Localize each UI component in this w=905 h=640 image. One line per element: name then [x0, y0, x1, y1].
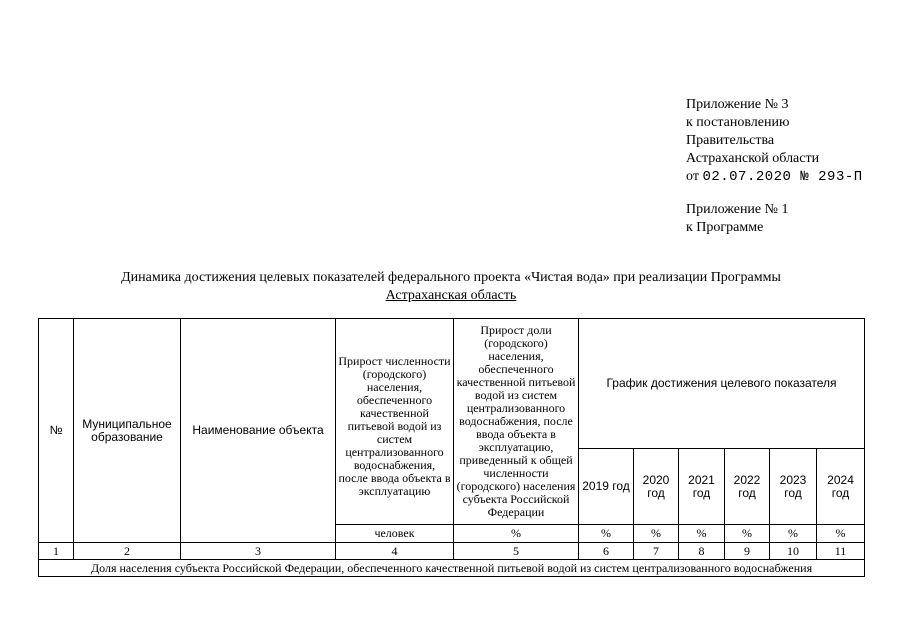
- column-number: 8: [679, 543, 725, 560]
- column-number: 9: [725, 543, 770, 560]
- header-year-2023: 2023 год: [770, 449, 817, 525]
- appendix-3-line: Правительства: [686, 133, 775, 148]
- column-number: 5: [454, 543, 579, 560]
- unit-year-2024: %: [817, 525, 865, 543]
- column-numbers-row: [39, 543, 865, 560]
- appendix-3-date-line: [686, 168, 863, 186]
- date-prefix: от: [686, 169, 699, 184]
- column-number: 2: [74, 543, 181, 560]
- appendix-1-block: [686, 201, 789, 237]
- header-schedule: График достижения целевого показателя: [579, 319, 865, 449]
- appendix-3-block: [686, 96, 863, 186]
- header-year-2019: 2019 год: [579, 449, 634, 525]
- unit-year-2021: %: [679, 525, 725, 543]
- unit-year-2020: %: [634, 525, 679, 543]
- appendix-3-line: к постановлению: [686, 115, 790, 130]
- column-number: 7: [634, 543, 679, 560]
- appendix-1-line: к Программе: [686, 220, 764, 235]
- document-title: Динамика достижения целевых показателей федерального проекта «Чистая вода» при реализации Программы: [121, 270, 781, 285]
- header-population-growth: Прирост численности (городского) населения, обеспеченного качественной питьевой водой из систем централизованного водоснабжения, после ввода объекта в эксплуатацию: [336, 319, 454, 525]
- unit-year-2023: %: [770, 525, 817, 543]
- column-number: 1: [39, 543, 74, 560]
- header-year-2024: 2024 год: [817, 449, 865, 525]
- header-year-2021: 2021 год: [679, 449, 725, 525]
- header-share-growth: Прирост доли (городского) населения, обеспеченного качественной питьевой водой из систем централизованного водоснабжения, после ввода объекта в эксплуатацию, приведенный к общей численности (городского) населения субъекта Российской Федерации: [454, 319, 579, 525]
- header-year-2022: 2022 год: [725, 449, 770, 525]
- appendix-3-line: Астраханской области: [686, 151, 820, 166]
- unit-population: человек: [336, 525, 454, 543]
- section-row: [39, 560, 865, 577]
- appendix-1-line: Приложение № 1: [686, 202, 789, 217]
- section-title: Доля населения субъекта Российской Федерации, обеспеченного качественной питьевой водой из систем централизованного водоснабжения: [39, 560, 865, 577]
- header-row: [39, 319, 865, 449]
- unit-year-2022: %: [725, 525, 770, 543]
- header-number: №: [39, 319, 74, 543]
- column-number: 6: [579, 543, 634, 560]
- header-year-2020: 2020 год: [634, 449, 679, 525]
- header-object-name: Наименование объекта: [181, 319, 336, 543]
- column-number: 11: [817, 543, 865, 560]
- appendix-3-line: Приложение № 3: [686, 97, 789, 112]
- column-number: 10: [770, 543, 817, 560]
- column-number: 3: [181, 543, 336, 560]
- header-municipality: Муниципальное образование: [74, 319, 181, 543]
- indicators-table: [38, 318, 865, 577]
- unit-year-2019: %: [579, 525, 634, 543]
- document-subtitle: Астраханская область: [385, 288, 517, 303]
- resolution-date-number: 02.07.2020 № 293-П: [702, 169, 863, 185]
- unit-share: %: [454, 525, 579, 543]
- column-number: 4: [336, 543, 454, 560]
